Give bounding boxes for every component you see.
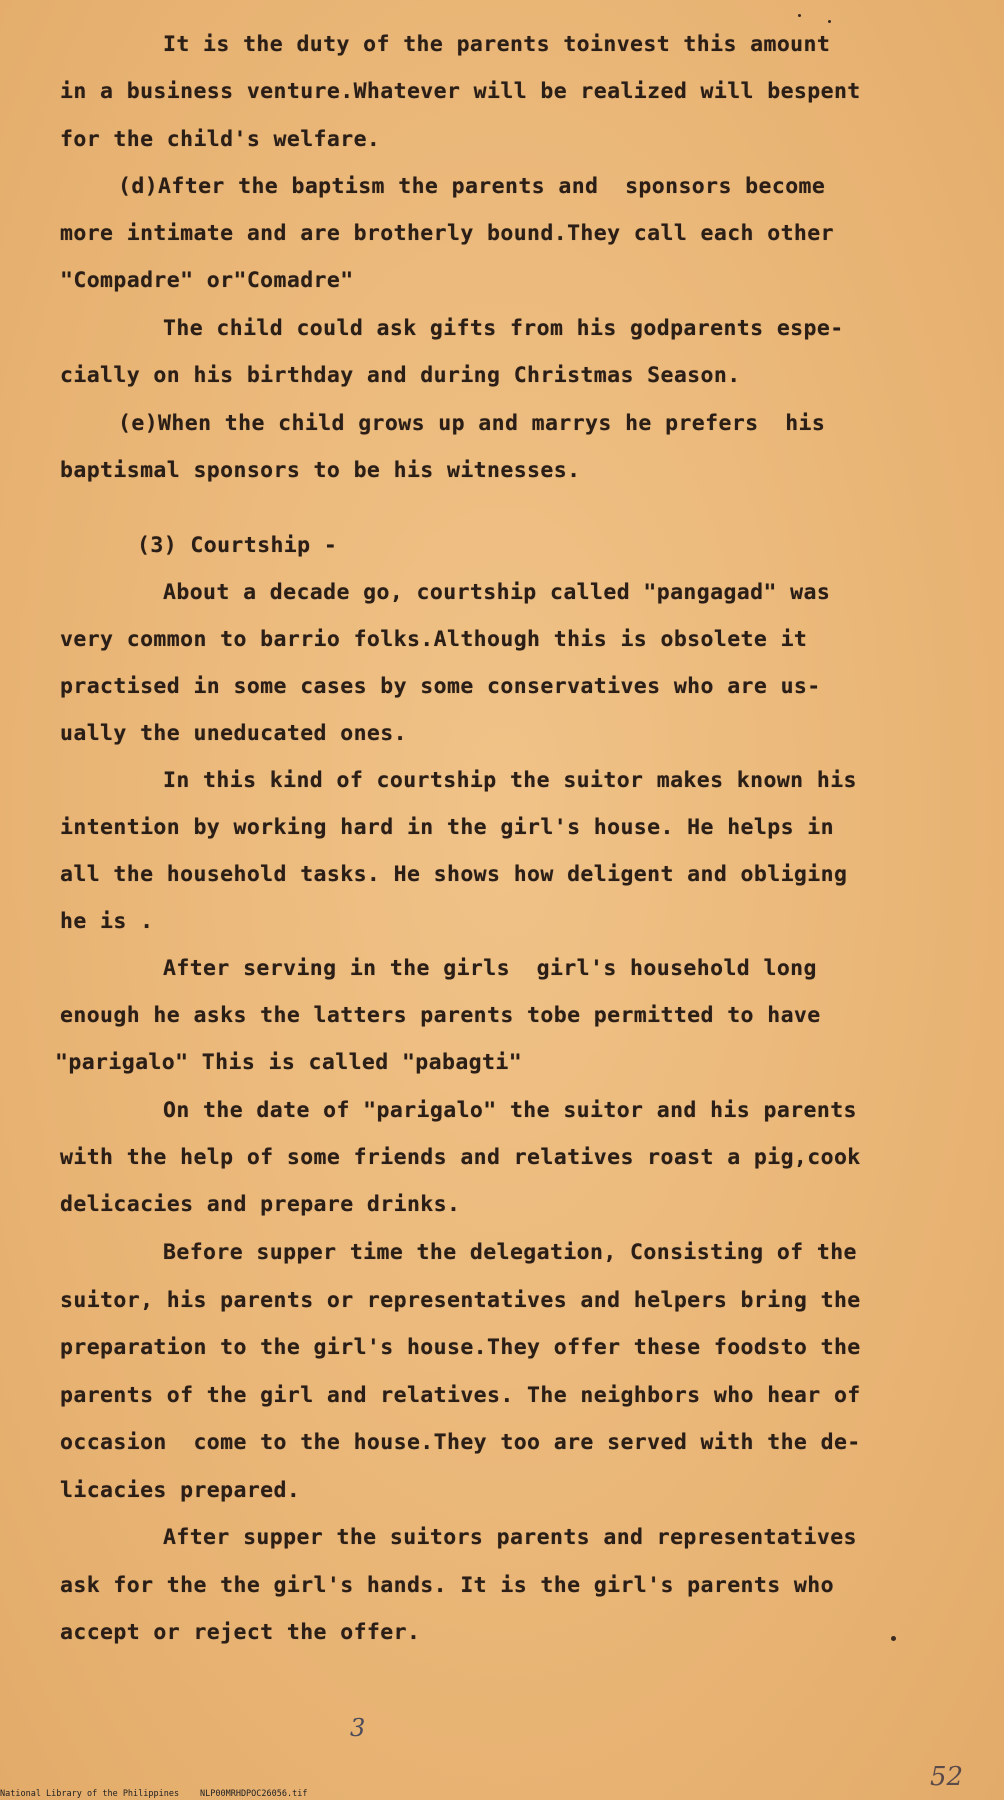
text-line: in a business venture.Whatever will be realized will bespent [60,79,861,104]
text-line: for the child's welfare. [60,127,381,152]
text-line: licacies prepared. [60,1478,301,1503]
ink-speck [891,1636,896,1641]
text-line: very common to barrio folks.Although this is obsolete it [60,627,808,652]
text-line: After supper the suitors parents and representatives [163,1525,857,1550]
text-line: Before supper time the delegation, Consisting of the [163,1240,857,1265]
text-line: suitor, his parents or representatives and helpers bring the [60,1288,861,1313]
text-line: In this kind of courtship the suitor makes known his [163,768,857,793]
text-line: cially on his birthday and during Christmas Season. [60,363,741,388]
text-line: ually the uneducated ones. [60,721,407,746]
text-line: After serving in the girls girl's household long [163,956,817,981]
text-line: delicacies and prepare drinks. [60,1192,461,1217]
section-heading: (3) Courtship - [137,533,338,558]
text-line: with the help of some friends and relatives roast a pig,cook [60,1145,861,1170]
text-line: intention by working hard in the girl's house. He helps in [60,815,834,840]
ink-speck [828,20,831,23]
text-line: more intimate and are brotherly bound.They call each other [60,221,834,246]
footer-file-name: NLP00MRHDPOC26056.tif [200,1789,308,1799]
text-line: occasion come to the house.They too are served with the de- [60,1430,861,1455]
text-line: The child could ask gifts from his godparents espe- [163,316,844,341]
text-line: It is the duty of the parents toinvest this amount [163,32,831,57]
text-line: (e)When the child grows up and marrys he prefers his [118,411,826,436]
text-line: "parigalo" This is called "pabagti" [55,1050,523,1075]
ink-speck [798,14,801,17]
text-line: baptismal sponsors to be his witnesses. [60,458,581,483]
text-line: accept or reject the offer. [60,1620,421,1645]
text-line: About a decade go, courtship called "pangagad" was [163,580,831,605]
text-line: "Compadre" or"Comadre" [60,268,354,293]
footer-library-name: National Library of the Philippines [0,1789,180,1799]
page-number: 3 [350,1714,366,1742]
text-line: parents of the girl and relatives. The neighbors who hear of [60,1383,861,1408]
text-line: On the date of "parigalo" the suitor and his parents [163,1098,857,1123]
handwritten-page-number: 52 [930,1762,964,1792]
text-line: ask for the the girl's hands. It is the girl's parents who [60,1573,834,1598]
text-line: practised in some cases by some conservatives who are us- [60,674,821,699]
text-line: (d)After the baptism the parents and sponsors become [118,174,826,199]
text-line: preparation to the girl's house.They offer these foodsto the [60,1335,861,1360]
text-line: enough he asks the latters parents tobe permitted to have [60,1003,821,1028]
text-line: he is . [60,909,154,934]
text-line: all the household tasks. He shows how deligent and obliging [60,862,848,887]
